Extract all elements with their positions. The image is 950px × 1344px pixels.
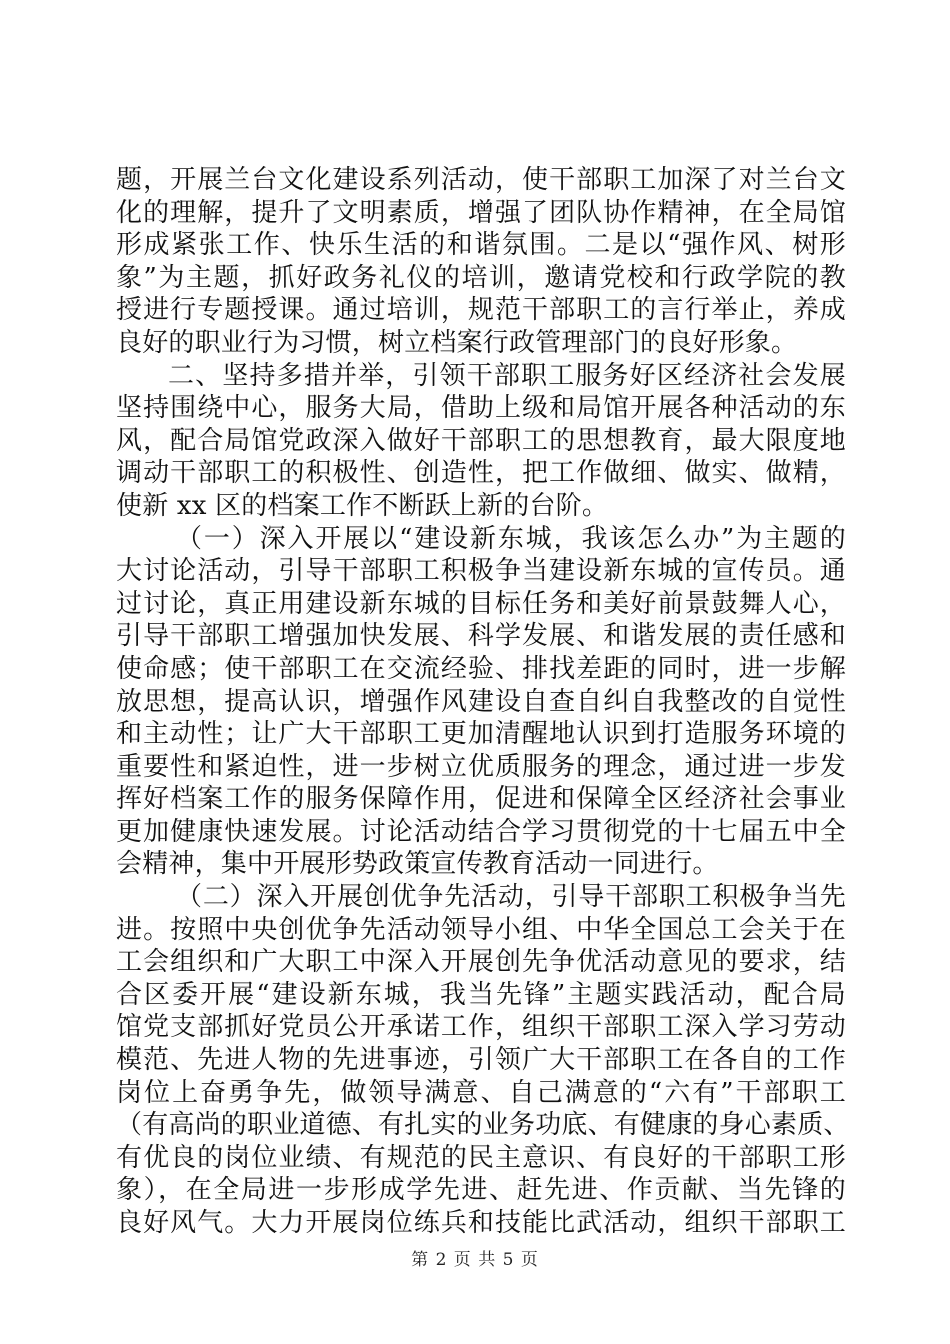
text-line: 放思想，提高认识，增强作风建设自查自纠自我整改的自觉性 [116, 686, 846, 717]
text-line: 有优良的岗位业绩、有规范的民主意识、有良好的干部职工形 [116, 1142, 846, 1173]
text-line: 岗位上奋勇争先，做领导满意、自己满意的“六有”干部职工 [116, 1077, 846, 1108]
text-line: 过讨论，真正用建设新东城的目标任务和美好前景鼓舞人心， [116, 588, 846, 619]
text-line: 合区委开展“建设新东城，我当先锋”主题实践活动，配合局 [116, 979, 846, 1010]
text-line: 会精神，集中开展形势政策宣传教育活动一同进行。 [116, 849, 719, 880]
text-line: （一）深入开展以“建设新东城，我该怎么办”为主题的 [176, 523, 846, 554]
text-line: 象），在全局进一步形成学先进、赶先进、作贡献、当先锋的 [116, 1175, 846, 1206]
text-line: 挥好档案工作的服务保障作用，促进和保障全区经济社会事业 [116, 784, 846, 815]
text-line: 良好风气。大力开展岗位练兵和技能比武活动，组织干部职工 [116, 1208, 846, 1238]
text-line: 模范、先进人物的先进事迹，引领广大干部职工在各自的工作 [116, 1045, 846, 1076]
text-line: 象”为主题，抓好政务礼仪的培训，邀请党校和行政学院的教 [116, 262, 846, 293]
text-line: 大讨论活动，引导干部职工积极争当建设新东城的宣传员。通 [116, 556, 846, 587]
text-line: 馆党支部抓好党员公开承诺工作，组织干部职工深入学习劳动 [116, 1012, 846, 1043]
text-line: 调动干部职工的积极性、创造性，把工作做细、做实、做精， [116, 458, 846, 489]
page-footer: 第 2 页 共 5 页 [411, 1250, 539, 1270]
text-line: 化的理解，提升了文明素质，增强了团队协作精神，在全局馆 [116, 197, 846, 228]
text-line: （有高尚的职业道德、有扎实的业务功底、有健康的身心素质、 [116, 1110, 850, 1141]
text-line: 工会组织和广大职工中深入开展创先争优活动意见的要求，结 [116, 947, 846, 978]
text-line: 和主动性；让广大干部职工更加清醒地认识到打造服务环境的 [116, 719, 846, 750]
text-line: 授进行专题授课。通过培训，规范干部职工的言行举止，养成 [116, 295, 846, 326]
text-line: 形成紧张工作、快乐生活的和谐氛围。二是以“强作风、树形 [116, 230, 846, 261]
text-line: 进。按照中央创优争先活动领导小组、中华全国总工会关于在 [116, 914, 846, 945]
text-line: 重要性和紧迫性，进一步树立优质服务的理念，通过进一步发 [116, 751, 846, 782]
text-line: 更加健康快速发展。讨论活动结合学习贯彻党的十七届五中全 [116, 816, 846, 847]
text-line: 坚持围绕中心，服务大局，借助上级和局馆开展各种活动的东 [116, 393, 846, 424]
text-line: 使命感；使干部职工在交流经验、排找差距的同时，进一步解 [116, 653, 846, 684]
text-line: 题，开展兰台文化建设系列活动，使干部职工加深了对兰台文 [116, 165, 846, 195]
text-line: 风，配合局馆党政深入做好干部职工的思想教育，最大限度地 [116, 425, 846, 456]
text-line: 二、坚持多措并举，引领干部职工服务好区经济社会发展 [168, 360, 846, 391]
text-line: 引导干部职工增强加快发展、科学发展、和谐发展的责任感和 [116, 621, 846, 652]
text-line: 使新 xx 区的档案工作不断跃上新的台阶。 [116, 490, 609, 521]
text-line: 良好的职业行为习惯，树立档案行政管理部门的良好形象。 [116, 327, 798, 358]
text-line: （二）深入开展创优争先活动，引导干部职工积极争当先 [176, 882, 846, 913]
document-body [116, 164, 850, 1240]
